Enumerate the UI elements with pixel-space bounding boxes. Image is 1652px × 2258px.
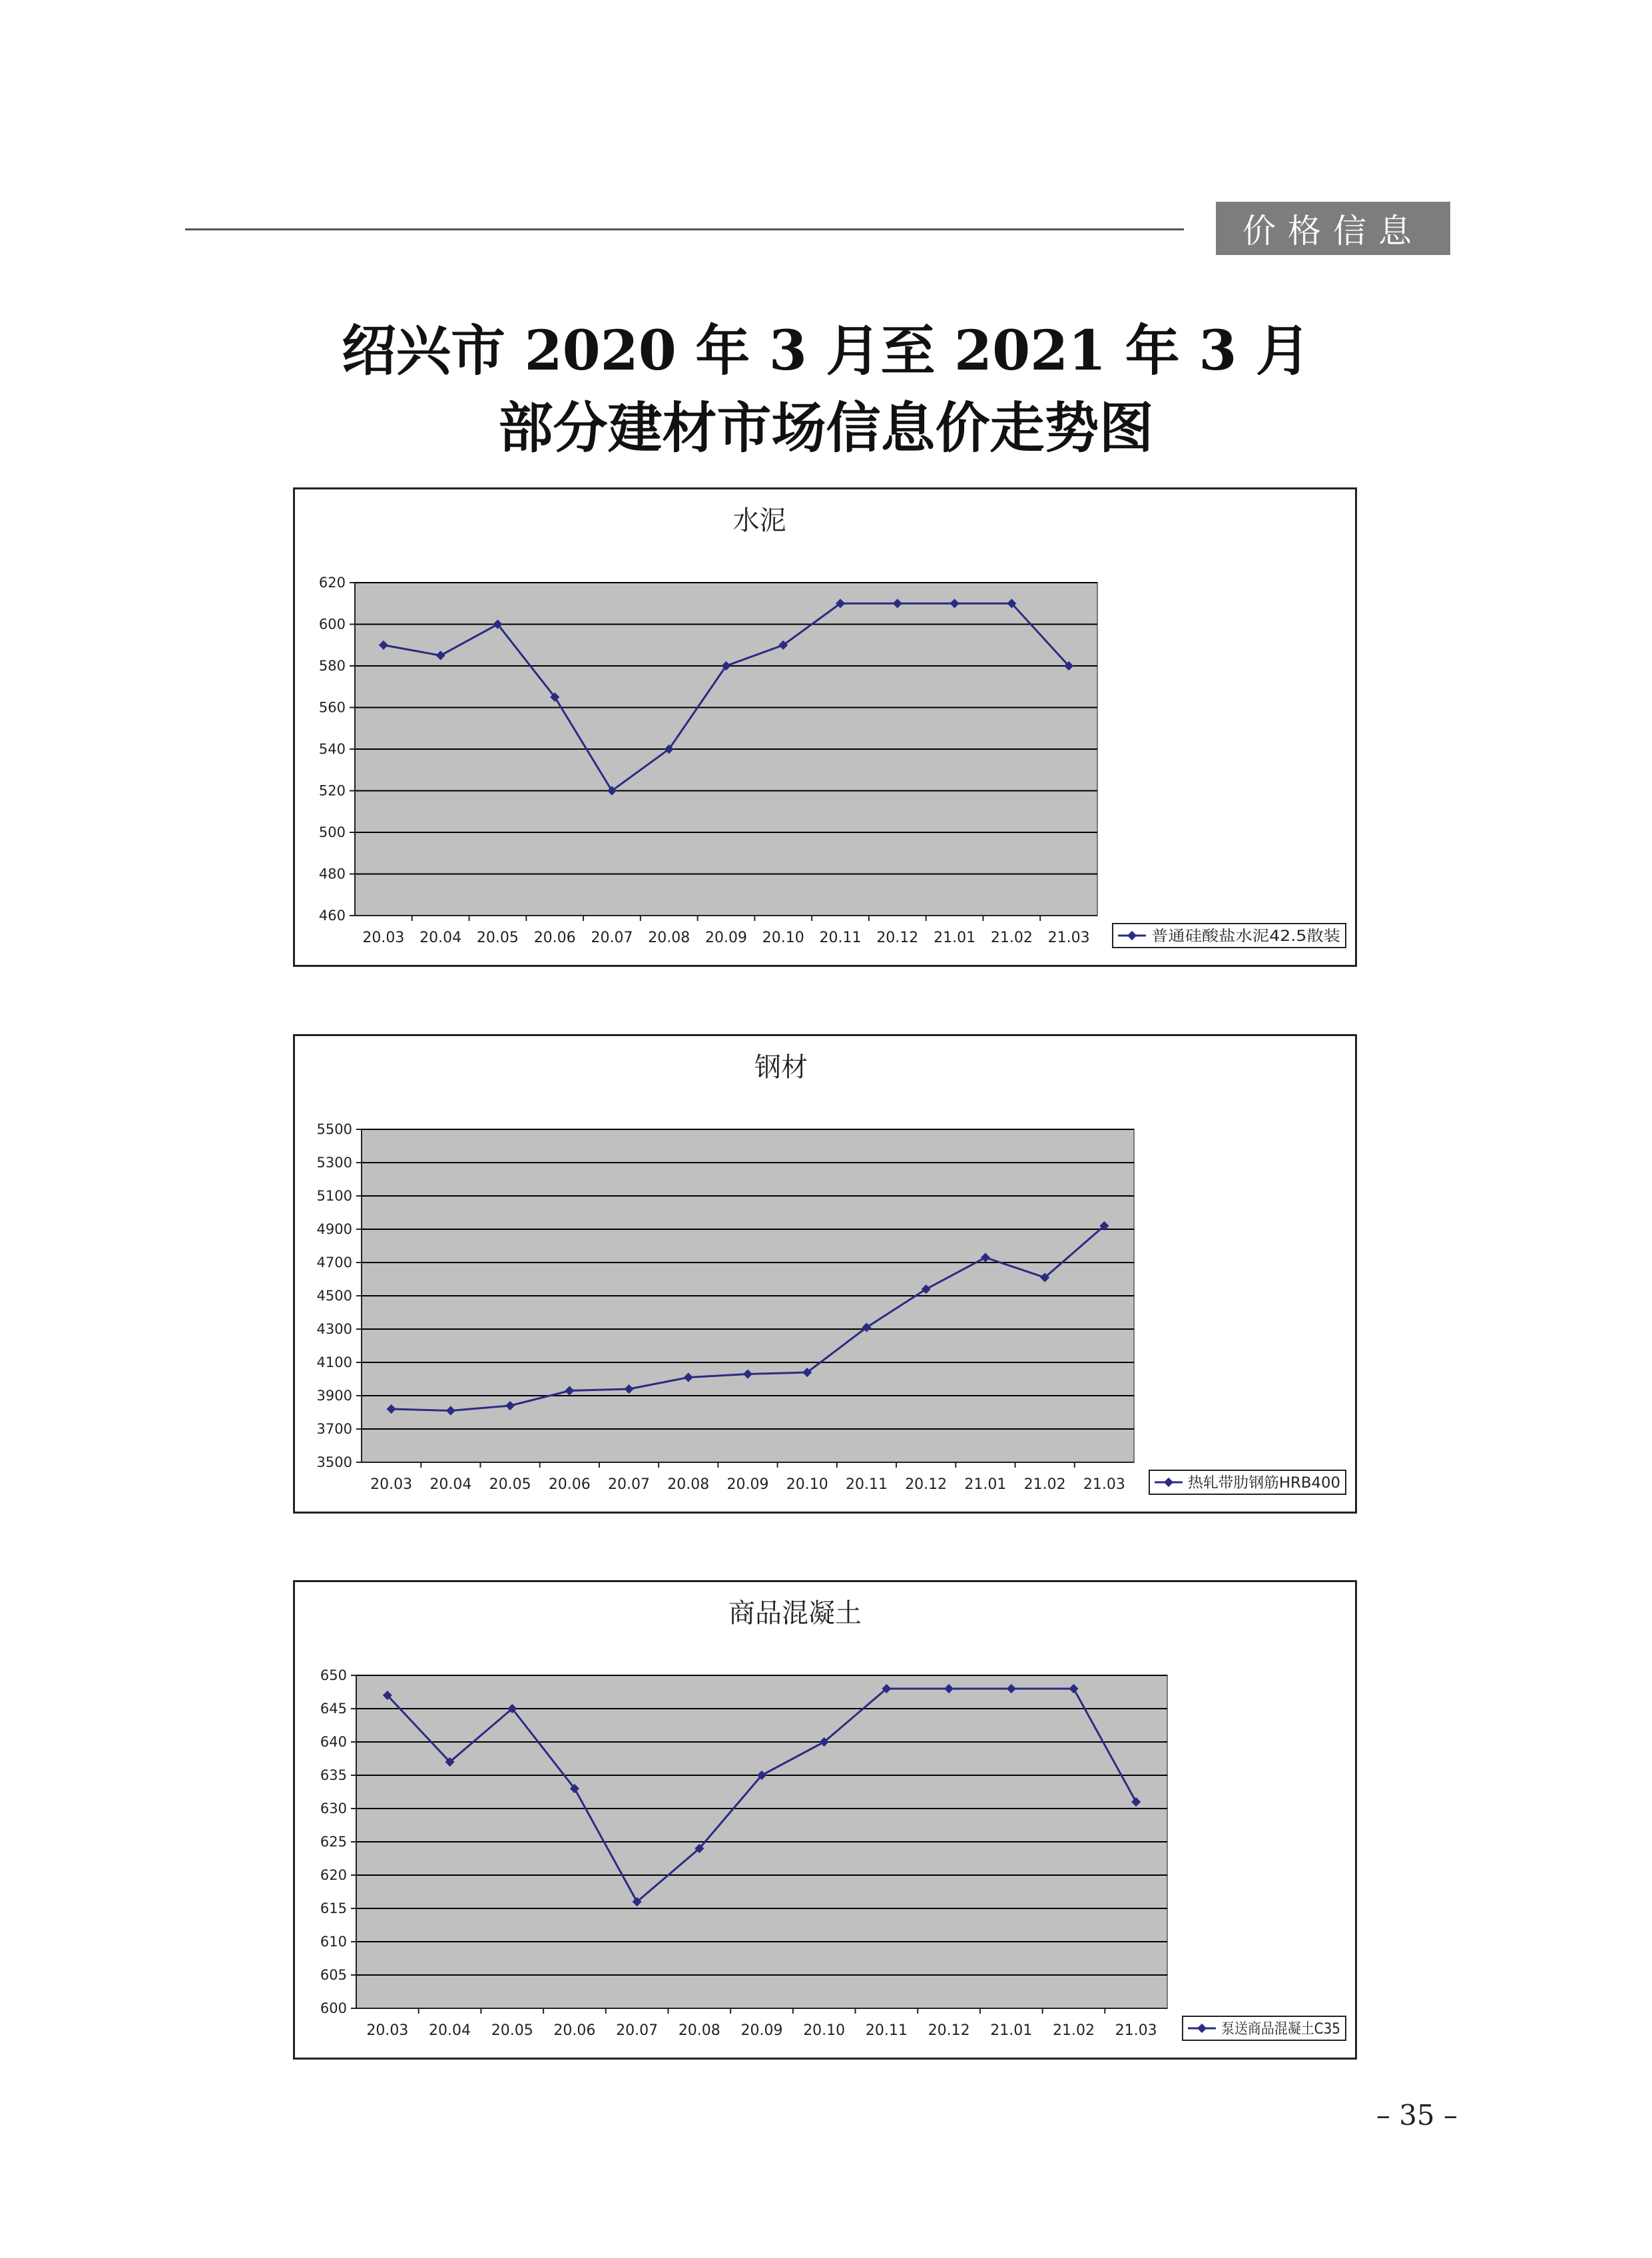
x-tick-label: 20.04 [419, 930, 462, 946]
x-tick-label: 21.01 [964, 1476, 1007, 1493]
x-tick-label: 20.04 [429, 2022, 471, 2039]
x-tick-label: 20.03 [362, 930, 405, 946]
y-tick-label: 4500 [316, 1288, 352, 1304]
x-tick-label: 20.06 [553, 2022, 596, 2039]
y-tick-label: 625 [320, 1834, 347, 1850]
y-tick-label: 580 [318, 658, 346, 674]
x-tick-label: 21.02 [990, 930, 1033, 946]
x-tick-label: 21.01 [934, 930, 976, 946]
y-tick-label: 645 [320, 1701, 347, 1717]
legend-label: 热轧带肋钢筋HRB400 [1188, 1475, 1340, 1492]
chart-concrete-svg [295, 1582, 1355, 2058]
y-tick-label: 620 [320, 1867, 347, 1883]
x-tick-label: 20.08 [678, 2022, 720, 2039]
x-tick-label: 21.02 [1052, 2022, 1095, 2039]
y-tick-label: 5500 [316, 1121, 352, 1137]
x-tick-label: 20.07 [616, 2022, 659, 2039]
y-tick-label: 640 [320, 1734, 347, 1750]
x-tick-label: 20.12 [876, 930, 919, 946]
y-tick-label: 560 [318, 699, 346, 716]
header-rule [185, 228, 1184, 230]
y-tick-label: 3500 [316, 1454, 352, 1470]
x-tick-label: 20.11 [865, 2022, 908, 2039]
x-tick-label: 20.03 [366, 2022, 409, 2039]
y-tick-label: 600 [320, 2000, 347, 2016]
x-tick-label: 20.10 [786, 1476, 828, 1493]
x-tick-label: 20.04 [429, 1476, 472, 1493]
y-tick-label: 520 [318, 782, 346, 799]
page-number: – 35 – [1376, 2099, 1458, 2131]
section-badge: 价格信息 [1216, 202, 1450, 255]
x-tick-label: 20.06 [533, 930, 576, 946]
x-tick-label: 21.03 [1047, 930, 1090, 946]
y-tick-label: 635 [320, 1767, 347, 1783]
x-tick-label: 20.11 [819, 930, 862, 946]
y-tick-label: 5300 [316, 1155, 352, 1171]
page-title-line-2: 部分建材市场信息价走势图 [498, 396, 1154, 460]
chart-concrete [293, 1580, 1357, 2060]
y-tick-label: 610 [320, 1934, 347, 1950]
y-tick-label: 630 [320, 1801, 347, 1817]
x-tick-label: 20.08 [648, 930, 690, 946]
y-tick-label: 620 [318, 575, 346, 591]
x-tick-label: 20.03 [370, 1476, 413, 1493]
x-tick-label: 20.10 [803, 2022, 846, 2039]
chart-title: 水泥 [732, 505, 786, 536]
y-tick-label: 3700 [316, 1421, 352, 1437]
x-tick-label: 21.01 [990, 2022, 1033, 2039]
page-title-line-1: 绍兴市 2020 年 3 月至 2021 年 3 月 [342, 319, 1310, 383]
y-tick-label: 4700 [316, 1255, 352, 1270]
x-tick-label: 20.06 [548, 1476, 591, 1493]
x-tick-label: 20.05 [491, 2022, 533, 2039]
y-tick-label: 650 [320, 1667, 347, 1683]
y-tick-label: 4900 [316, 1221, 352, 1237]
legend-label: 普通硅酸盐水泥42.5散装 [1151, 928, 1340, 945]
x-tick-label: 20.05 [489, 1476, 531, 1493]
x-tick-label: 20.12 [905, 1476, 948, 1493]
x-tick-label: 20.07 [591, 930, 633, 946]
chart-steel-svg [295, 1036, 1355, 1512]
x-tick-label: 20.11 [845, 1476, 888, 1493]
y-tick-label: 600 [318, 616, 346, 633]
y-tick-label: 540 [318, 741, 346, 757]
x-tick-label: 20.12 [928, 2022, 970, 2039]
chart-title: 商品混凝土 [728, 1598, 862, 1629]
y-tick-label: 3900 [316, 1388, 352, 1404]
x-tick-label: 20.08 [667, 1476, 710, 1493]
chart-steel [293, 1034, 1357, 1514]
x-tick-label: 20.05 [476, 930, 519, 946]
y-tick-label: 4300 [316, 1321, 352, 1337]
chart-cement [293, 487, 1357, 967]
chart-title: 钢材 [754, 1052, 808, 1083]
x-tick-label: 20.09 [726, 1476, 769, 1493]
y-tick-label: 605 [320, 1967, 347, 1983]
legend-label: 泵送商品混凝土C35 [1221, 2021, 1340, 2038]
x-tick-label: 21.03 [1115, 2022, 1157, 2039]
y-tick-label: 5100 [316, 1188, 352, 1204]
x-tick-label: 21.02 [1023, 1476, 1066, 1493]
y-tick-label: 500 [318, 824, 346, 840]
y-tick-label: 4100 [316, 1354, 352, 1370]
y-tick-label: 460 [318, 908, 346, 924]
x-tick-label: 20.07 [608, 1476, 651, 1493]
x-tick-label: 20.09 [740, 2022, 783, 2039]
x-tick-label: 20.10 [762, 930, 804, 946]
y-tick-label: 480 [318, 866, 346, 882]
y-tick-label: 615 [320, 1900, 347, 1916]
chart-cement-svg [295, 489, 1355, 965]
x-tick-label: 20.09 [705, 930, 747, 946]
x-tick-label: 21.03 [1083, 1476, 1125, 1493]
